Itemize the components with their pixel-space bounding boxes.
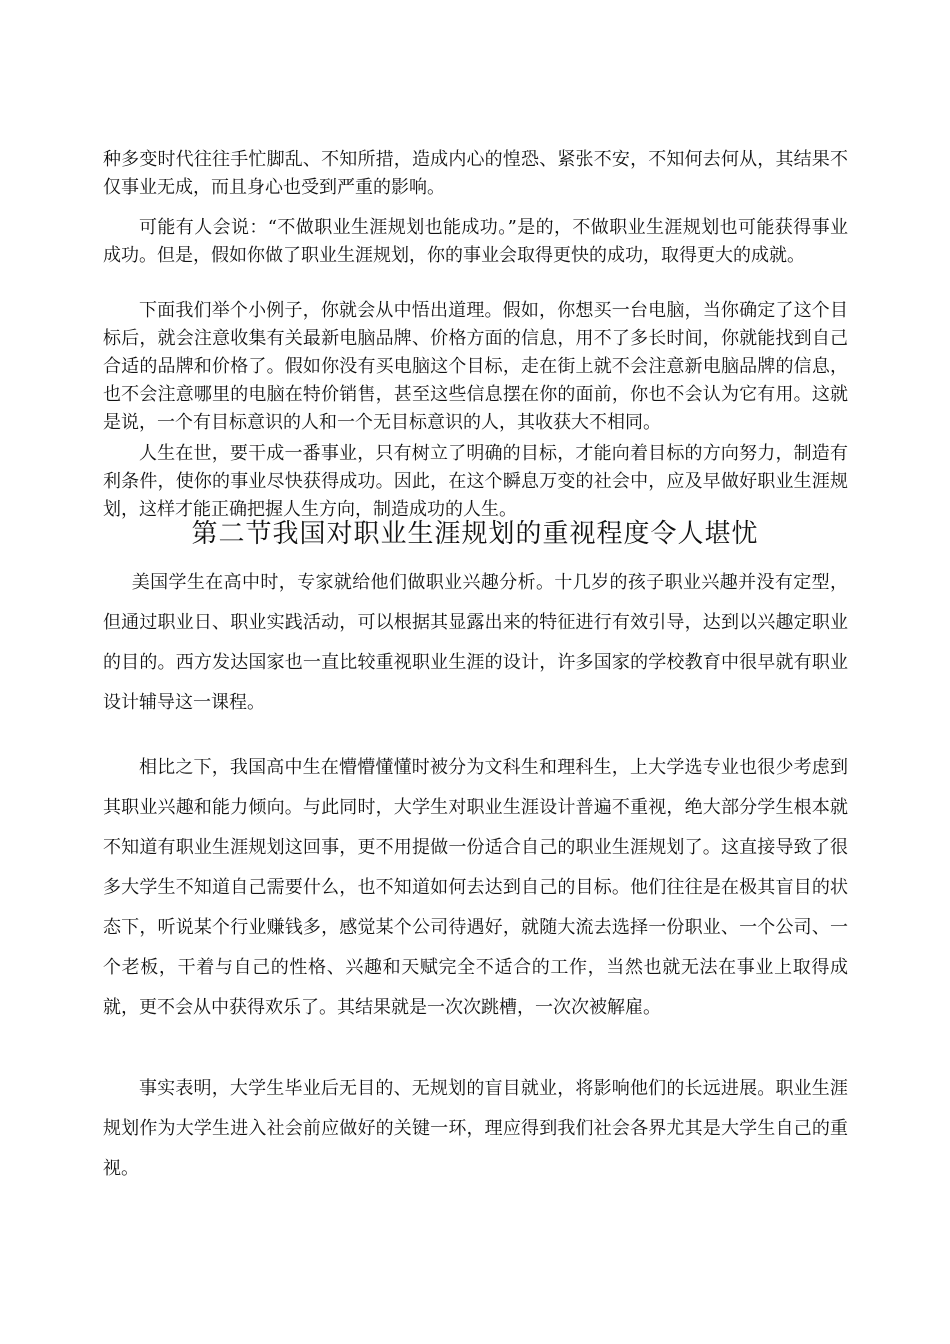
paragraph-conclusion: 事实表明，大学生毕业后无目的、无规划的盲目就业，将影响他们的长远进展。职业生涯规划作为大学生进入社会前应做好的关键一环，理应得到我们社会各界尤其是大学生自己的重视。 — [103, 1078, 848, 1179]
section-heading: 第二节我国对职业生涯规划的重视程度令人堪忧 — [191, 519, 759, 549]
paragraph-us-students: 美国学生在高中时，专家就给他们做职业兴趣分析。十几岁的孩子职业兴趣并没有定型，但通过职业日、职业实践活动，可以根据其显露出来的特征进行有效引导，达到以兴趣定职业的目的。西方发达国家也一直比较重视职业生涯的设计，许多国家的学校教育中很早就有职业设计辅导这一课程。 — [103, 572, 848, 713]
paragraph-life-goals: 人生在世，要干成一番事业，只有树立了明确的目标，才能向着目标的方向努力，制造有利条件，使你的事业尽快获得成功。因此，在这个瞬息万变的社会中，应及早做好职业生涯规划，这样才能正确把握人生方向，制造成功的人生。 — [103, 443, 848, 520]
paragraph-china-comparison: 相比之下，我国高中生在懵懵懂懂时被分为文科生和理科生，上大学选专业也很少考虑到其职业兴趣和能力倾向。与此同时，大学生对职业生涯设计普遍不重视，绝大部分学生根本就不知道有职业生涯规划这回事，更不用提做一份适合自己的职业生涯规划了。这直接导致了很多大学生不知道自己需要什么，也不知道如何去达到自己的目标。他们往往是在极其盲目的状态下，听说某个行业赚钱多，感觉某个公司待遇好，就随大流去选择一份职业、一个公司、一个老板，干着与自己的性格、兴趣和天赋完全不适合的工作，当然也就无法在事业上取得成就，更不会从中获得欢乐了。其结果就是一次次跳槽，一次次被解雇。 — [103, 757, 848, 1018]
paragraph-continued: 种多变时代往往手忙脚乱、不知所措，造成内心的惶恐、紧张不安，不知何去何从，其结果不仅事业无成，而且身心也受到严重的影响。 — [103, 149, 848, 198]
paragraph-computer-example: 下面我们举个小例子，你就会从中悟出道理。假如，你想买一台电脑，当你确定了这个目标后，就会注意收集有关最新电脑品牌、价格方面的信息，用不了多长时间，你就能找到自己合适的品牌和价格了。假如你没有买电脑这个目标，走在街上就不会注意新电脑品牌的信息，也不会注意哪里的电脑在特价销售，甚至这些信息摆在你的面前，你也不会认为它有用。这就是说，一个有目标意识的人和一个无目标意识的人，其收获大不相同。 — [103, 300, 848, 433]
paragraph-career-planning-success: 可能有人会说：“不做职业生涯规划也能成功。”是的，不做职业生涯规划也可能获得事业成功。但是，假如你做了职业生涯规划，你的事业会取得更快的成功，取得更大的成就。 — [103, 217, 848, 266]
